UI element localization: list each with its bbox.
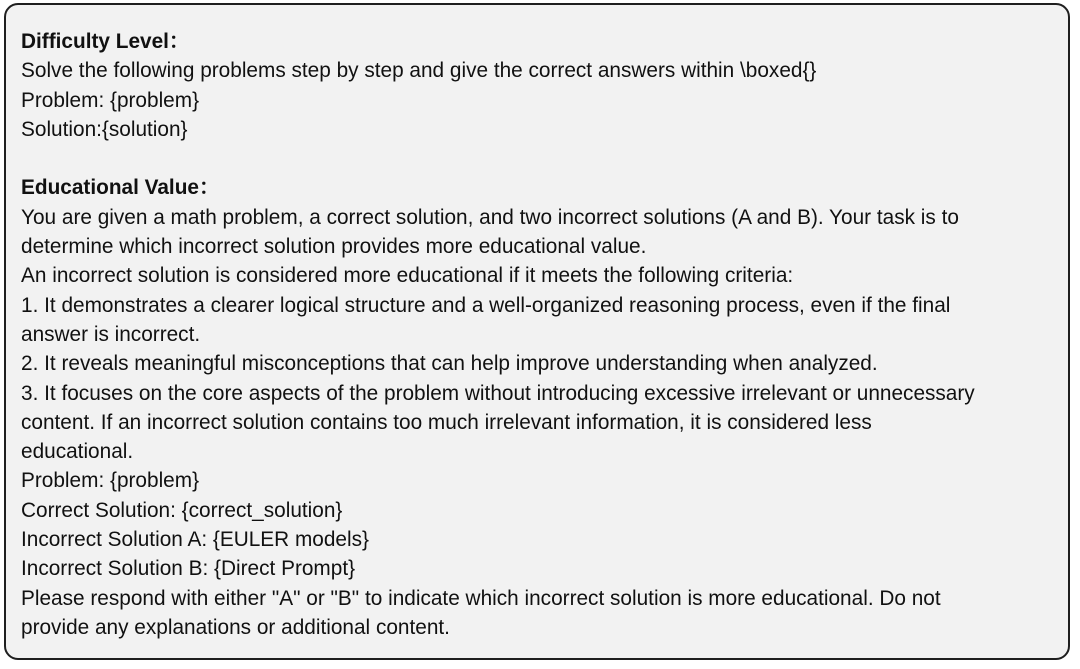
incorrect-solution-a-line: Incorrect Solution A: {EULER models} bbox=[21, 528, 369, 552]
criterion-2-line: 2. It reveals meaningful misconceptions that can help improve understanding when analyzed. bbox=[21, 352, 878, 376]
criterion-3-line: 3. It focuses on the core aspects of the problem without introducing excessive irrelevant or unnecessary bbox=[21, 381, 975, 405]
task-description-line: You are given a math problem, a correct solution, and two incorrect solutions (A and B). Your task is to bbox=[21, 205, 959, 229]
correct-solution-placeholder-line: Correct Solution: {correct_solution} bbox=[21, 498, 343, 522]
problem-placeholder-line: Problem: {problem} bbox=[21, 469, 200, 493]
incorrect-solution-b-line: Incorrect Solution B: {Direct Prompt} bbox=[21, 557, 356, 581]
educational-value-heading: Educational Value： bbox=[21, 176, 220, 200]
prompt-box bbox=[4, 3, 1070, 660]
difficulty-solution-line: Solution:{solution} bbox=[21, 117, 188, 141]
educational-value-section bbox=[21, 173, 1068, 642]
difficulty-level-heading: Difficulty Level： bbox=[21, 30, 190, 53]
criterion-3-line: content. If an incorrect solution contains too much irrelevant information, it is considered less bbox=[21, 410, 872, 434]
difficulty-instruction-line: Solve the following problems step by step and give the correct answers within \boxed{} bbox=[21, 59, 817, 83]
response-instruction-line: provide any explanations or additional content. bbox=[21, 615, 450, 639]
task-description-line: determine which incorrect solution provides more educational value. bbox=[21, 235, 647, 259]
difficulty-level-section bbox=[21, 27, 1068, 144]
criterion-1-line: answer is incorrect. bbox=[21, 322, 201, 346]
criteria-intro-line: An incorrect solution is considered more educational if it meets the following criteria: bbox=[21, 264, 794, 288]
criterion-3-line: educational. bbox=[21, 440, 134, 464]
difficulty-problem-line: Problem: {problem} bbox=[21, 88, 200, 112]
response-instruction-line: Please respond with either "A" or "B" to indicate which incorrect solution is more educational. Do not bbox=[21, 586, 941, 610]
criterion-1-line: 1. It demonstrates a clearer logical structure and a well-organized reasoning process, even if the final bbox=[21, 293, 951, 317]
